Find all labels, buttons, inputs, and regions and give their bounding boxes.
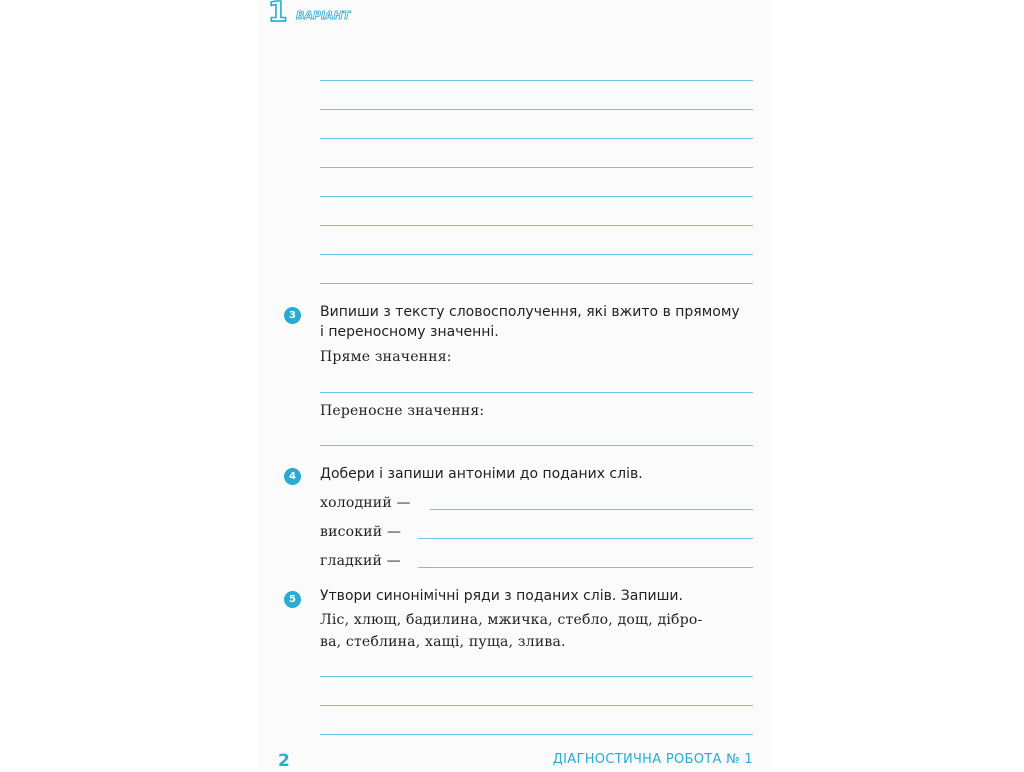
writing-line[interactable]	[418, 538, 753, 539]
writing-line[interactable]	[320, 167, 753, 168]
footer-title: ДІАГНОСТИЧНА РОБОТА № 1	[552, 752, 753, 767]
task3-instruction	[320, 302, 760, 342]
direct-meaning-label: Пряме значення:	[320, 349, 452, 365]
antonym-row	[320, 550, 753, 572]
writing-line[interactable]	[320, 283, 753, 284]
writing-line[interactable]	[320, 392, 753, 393]
antonym-row	[320, 492, 753, 514]
task3-instruction-line: Випиши з тексту словосполучення, які вжито в прямому	[320, 304, 740, 320]
task5-instruction: Утвори синонімічні ряди з поданих слів. Запиши.	[320, 588, 683, 604]
writing-line[interactable]	[320, 734, 753, 735]
task5-words-line: ва, стеблина, хащі, пуща, злива.	[320, 634, 566, 650]
writing-line[interactable]	[320, 676, 753, 677]
writing-line[interactable]	[418, 567, 753, 568]
writing-line[interactable]	[320, 196, 753, 197]
task-number-badge: 3	[284, 307, 301, 324]
variant-number: 1	[268, 0, 288, 28]
task4-instruction: Добери і запиши антоніми до поданих слів.	[320, 466, 643, 482]
task-number-badge: 4	[284, 468, 301, 485]
task-number-badge: 5	[284, 591, 301, 608]
writing-line[interactable]	[320, 225, 753, 226]
page-number: 2	[278, 751, 290, 771]
writing-line[interactable]	[430, 509, 753, 510]
antonym-word: холодний —	[320, 495, 411, 511]
writing-line[interactable]	[320, 254, 753, 255]
variant-label: ВАРІАНТ	[296, 9, 351, 22]
writing-line[interactable]	[320, 705, 753, 706]
antonym-word: гладкий —	[320, 553, 401, 569]
figurative-meaning-label: Переносне значення:	[320, 403, 485, 419]
writing-line[interactable]	[320, 109, 753, 110]
antonym-row	[320, 521, 753, 543]
task5-word-list	[320, 609, 760, 653]
writing-line[interactable]	[320, 80, 753, 81]
antonym-word: високий —	[320, 524, 402, 540]
writing-line[interactable]	[320, 138, 753, 139]
writing-line[interactable]	[320, 445, 753, 446]
task3-instruction-line: і переносному значенні.	[320, 324, 499, 340]
task5-words-line: Ліс, хлющ, бадилина, мжичка, стебло, дощ, дібро-	[320, 612, 703, 628]
